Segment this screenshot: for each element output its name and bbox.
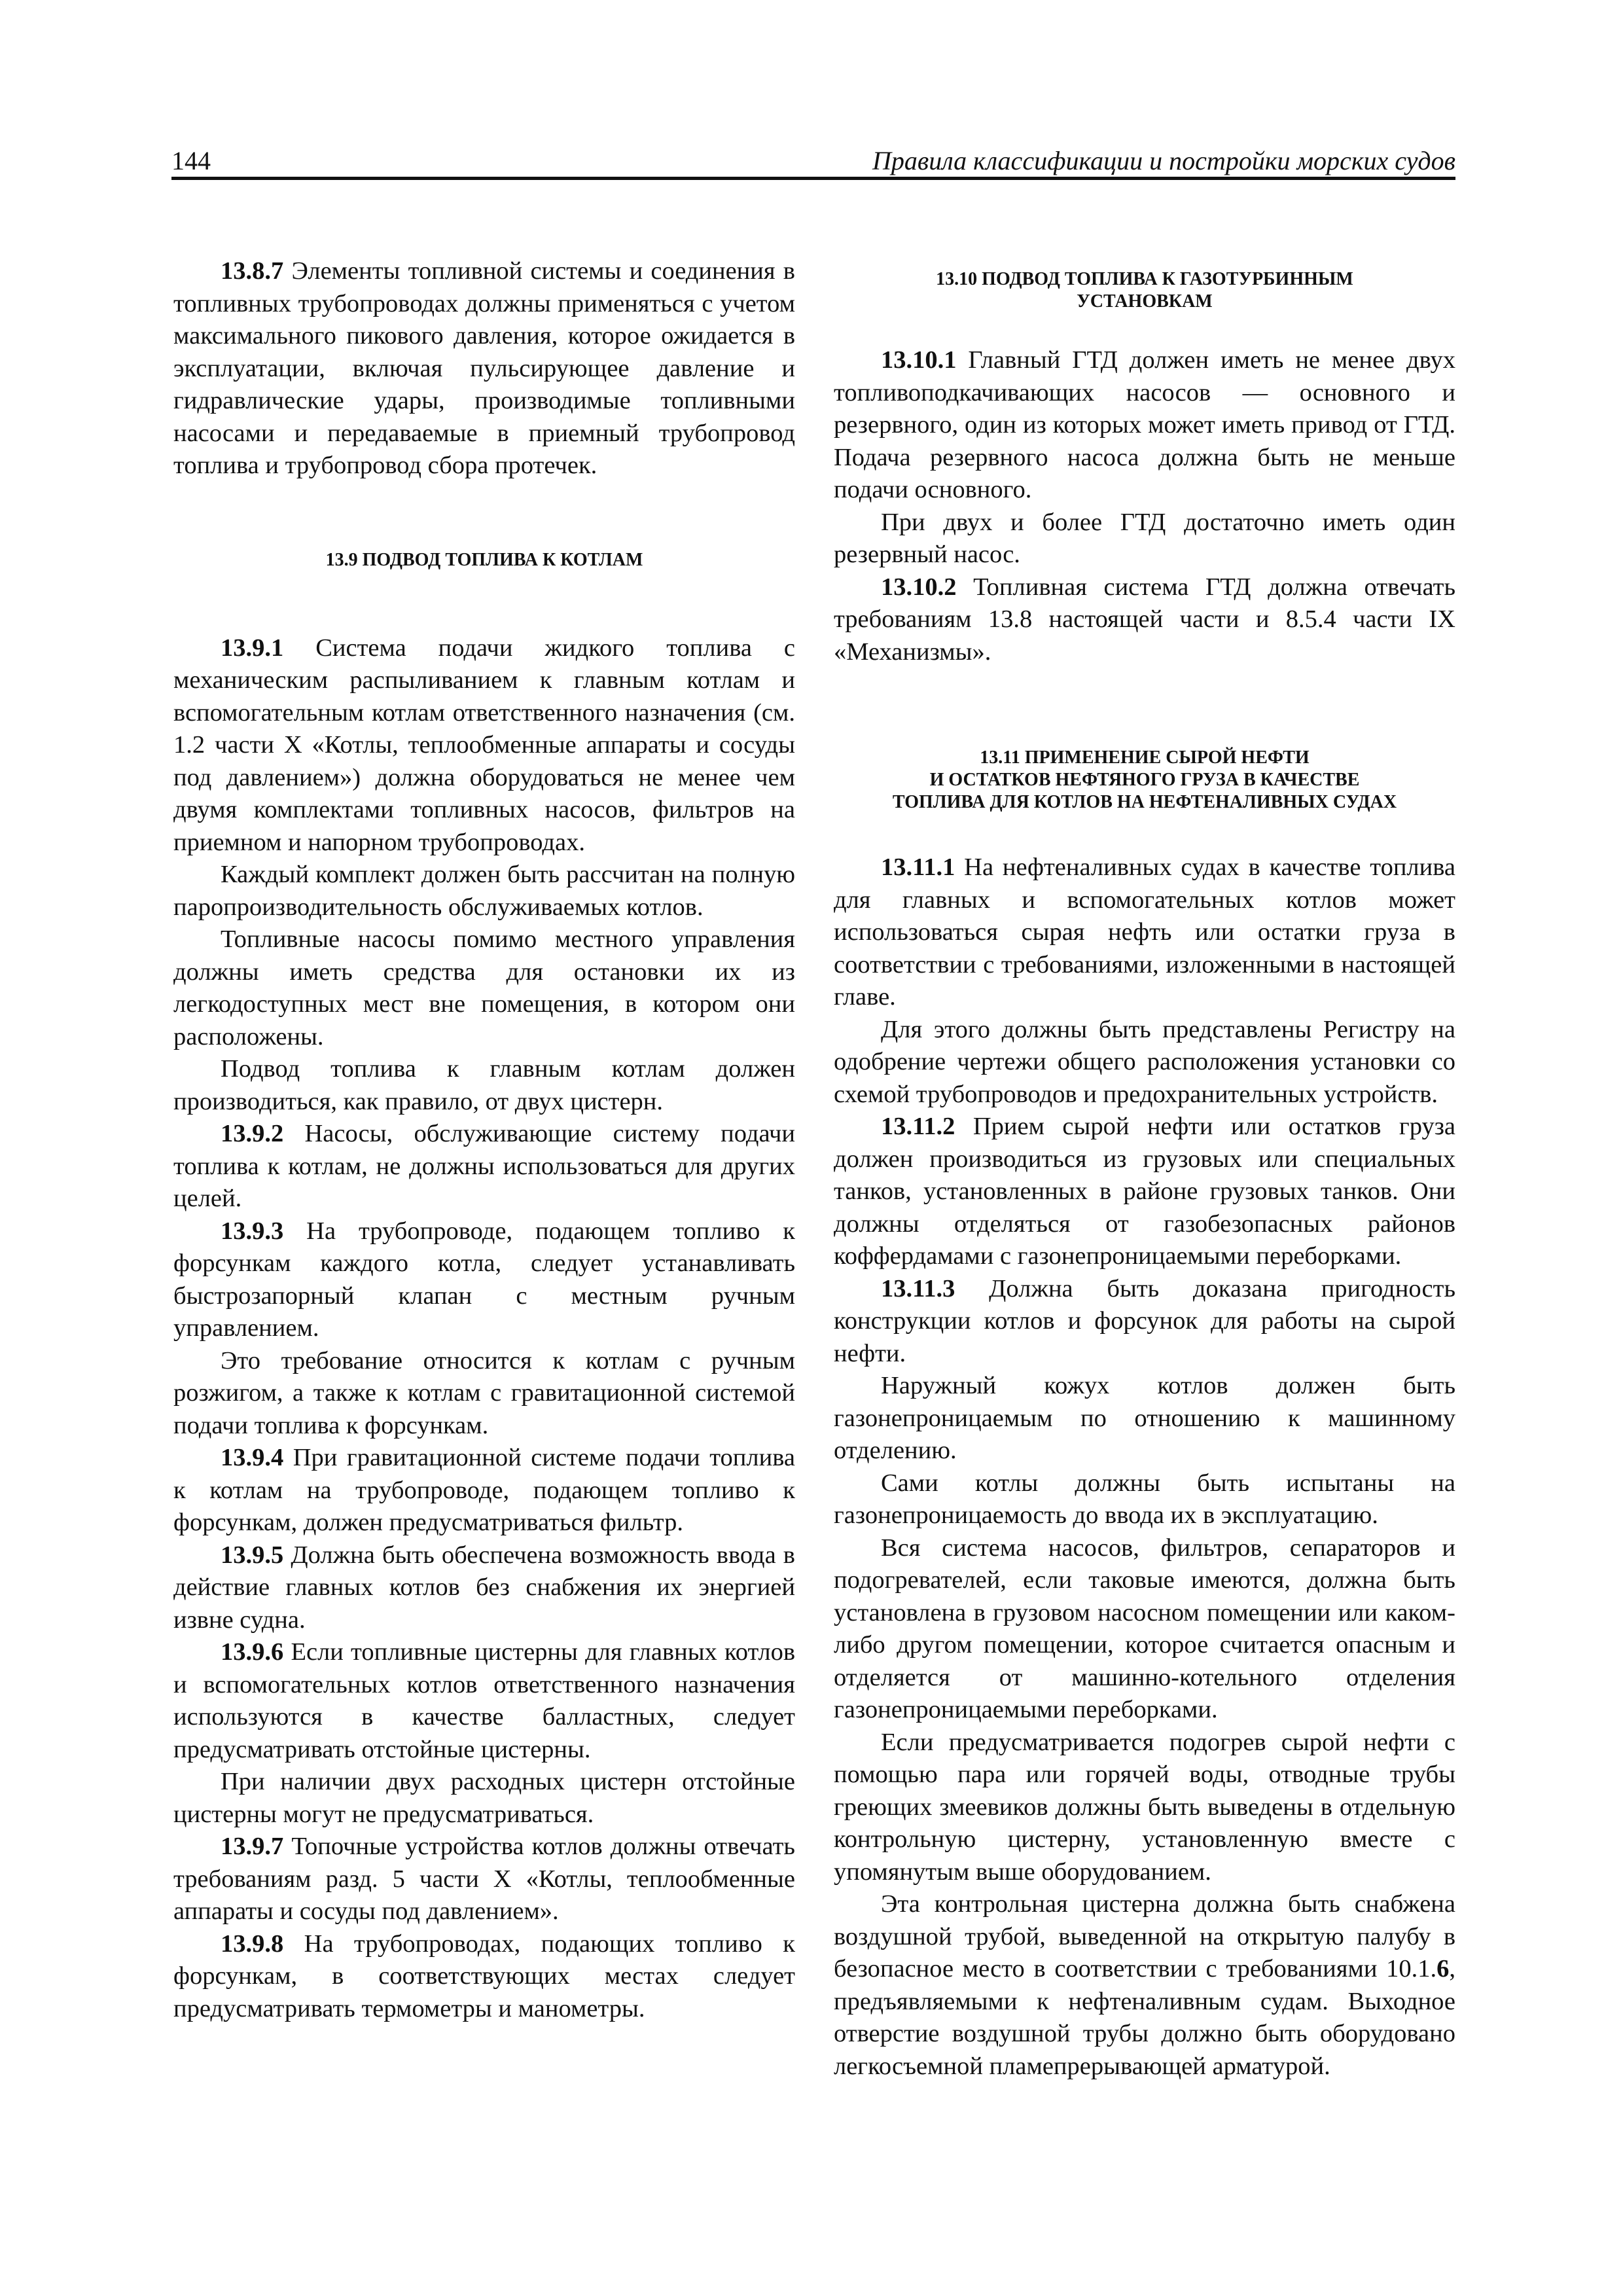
- paragraph-13-9-7: 13.9.7 Топочные устройства котлов должны отвечать требованиям разд. 5 части X «Котлы, теплообменные аппараты и сосуды под давлением».: [173, 1833, 795, 1925]
- header-rule: [171, 177, 1455, 180]
- paragraph: Для этого должны быть представлены Регистру на одобрение чертежи общего расположения установки со схемой трубопроводов и предохранительных устройств.: [834, 1015, 1455, 1108]
- paragraph: При наличии двух расходных цистерн отстойные цистерны могут не предусматриваться.: [173, 1768, 795, 1828]
- paragraph-13-9-2: 13.9.2 Насосы, обслуживающие систему подачи топлива к котлам, не должны использоваться для других целей.: [173, 1120, 795, 1212]
- paragraph: Каждый комплект должен быть рассчитан на полную паропроизводительность обслуживаемых котлов.: [173, 861, 795, 921]
- section-heading-13-10: 13.10 ПОДВОД ТОПЛИВА К ГАЗОТУРБИННЫМ УСТАНОВКАМ: [936, 269, 1353, 312]
- paragraph-13-9-1: 13.9.1 Система подачи жидкого топлива с механическим распыливанием к главным котлам и вспомогательным котлам ответственного назначения (см. 1.2 части X «Котлы, теплообменные аппараты и сосуды под давлением») должна оборудоваться не менее чем двумя комплектами топливных насосов, фильтров на приемном и напорном трубопроводах.: [173, 634, 795, 856]
- right-column: [834, 255, 1455, 2083]
- paragraph: Это требование относится к котлам с ручным розжигом, а также к котлам с гравитационной системой подачи топлива к форсункам.: [173, 1346, 795, 1439]
- paragraph-13-10-2: 13.10.2 Топливная система ГТД должна отвечать требованиям 13.8 настоящей части и 8.5.4 части IX «Механизмы».: [834, 573, 1455, 666]
- section-heading-13-9: 13.9 ПОДВОД ТОПЛИВА К КОТЛАМ: [325, 549, 643, 570]
- paragraph-13-8-7: 13.8.7 Элементы топливной системы и соединения в топливных трубопроводах должны применяться с учетом максимального пикового давления, которое ожидается в эксплуатации, включая пульсирующее давление и гидравлические удары, производимые топливными насосами и передаваемые в приемный трубопровод топлива и трубопровод сбора протечек.: [173, 257, 795, 479]
- paragraph: Топливные насосы помимо местного управления должны иметь средства для остановки их из легкодоступных мест вне помещения, в котором они расположены.: [173, 925, 795, 1050]
- paragraph: Эта контрольная цистерна должна быть снабжена воздушной трубой, выведенной на открытую палубу в безопасное место в соответствии с требованиями 10.1.6, предъявляемыми к нефтеналивным судам. Выходное отверстие воздушной трубы должно быть оборудовано легкосъемной пламепрерывающей арматурой.: [834, 1890, 1455, 2080]
- paragraph: Вся система насосов, фильтров, сепараторов и подогревателей, если таковые имеются, должна быть установлена в грузовом насосном помещении или каком-либо другом помещении, которое считается опасным и отделяется от машинно-котельного отделения газонепроницаемыми переборками.: [834, 1534, 1455, 1723]
- paragraph-13-11-2: 13.11.2 Прием сырой нефти или остатков груза должен производиться из грузовых или специальных танков, установленных в районе грузовых танков. Они должны отделяться от газобезопасных районов коффердамами с газонепроницаемыми переборками.: [834, 1113, 1455, 1270]
- section-heading-13-11: 13.11 ПРИМЕНЕНИЕ СЫРОЙ НЕФТИ И ОСТАТКОВ НЕФТЯНОГО ГРУЗА В КАЧЕСТВЕ ТОПЛИВА ДЛЯ КОТЛОВ НА НЕФТЕНАЛИВНЫХ СУДАХ: [892, 747, 1397, 812]
- running-title: Правила классификации и постройки морских судов: [872, 146, 1455, 175]
- paragraph-13-9-8: 13.9.8 На трубопроводах, подающих топливо к форсункам, в соответствующих местах следует предусматривать термометры и манометры.: [173, 1929, 795, 2022]
- left-column: [173, 255, 795, 2025]
- paragraph: Сами котлы должны быть испытаны на газонепроницаемость до ввода их в эксплуатацию.: [834, 1469, 1455, 1529]
- paragraph: Подвод топлива к главным котлам должен производиться, как правило, от двух цистерн.: [173, 1055, 795, 1115]
- page-header: [171, 145, 1455, 178]
- page-number: 144: [171, 146, 211, 175]
- paragraph-13-10-1: 13.10.1 Главный ГТД должен иметь не менее двух топливоподкачивающих насосов — основного и резервного, один из которых может иметь привод от ГТД. Подача резервного насоса должна быть не меньше подачи основного.: [834, 346, 1455, 503]
- paragraph-13-11-1: 13.11.1 На нефтеналивных судах в качестве топлива для главных и вспомогательных котлов может использоваться сырая нефть или остатки груза в соответствии с требованиями, изложенными в настоящей главе.: [834, 853, 1455, 1011]
- paragraph: При двух и более ГТД достаточно иметь один резервный насос.: [834, 508, 1455, 568]
- paragraph-13-9-4: 13.9.4 При гравитационной системе подачи топлива к котлам на трубопроводе, подающем топливо к форсункам, должен предусматриваться фильтр.: [173, 1444, 795, 1536]
- paragraph-13-9-6: 13.9.6 Если топливные цистерны для главных котлов и вспомогательных котлов ответственного назначения используются в качестве балластных, следует предусматривать отстойные цистерны.: [173, 1638, 795, 1763]
- paragraph-13-9-5: 13.9.5 Должна быть обеспечена возможность ввода в действие главных котлов без снабжения их энергией извне судна.: [173, 1541, 795, 1634]
- paragraph: Наружный кожух котлов должен быть газонепроницаемым по отношению к машинному отделению.: [834, 1372, 1455, 1464]
- paragraph: Если предусматривается подогрев сырой нефти с помощью пара или горячей воды, отводные трубы греющих змеевиков должны быть выведены в отдельную контрольную цистерну, установленную вместе с упомянутым выше оборудованием.: [834, 1728, 1455, 1886]
- paragraph-13-9-3: 13.9.3 На трубопроводе, подающем топливо к форсункам каждого котла, следует устанавливать быстрозапорный клапан с местным ручным управлением.: [173, 1217, 795, 1342]
- paragraph-13-11-3: 13.11.3 Должна быть доказана пригодность конструкции котлов и форсунок для работы на сырой нефти.: [834, 1274, 1455, 1367]
